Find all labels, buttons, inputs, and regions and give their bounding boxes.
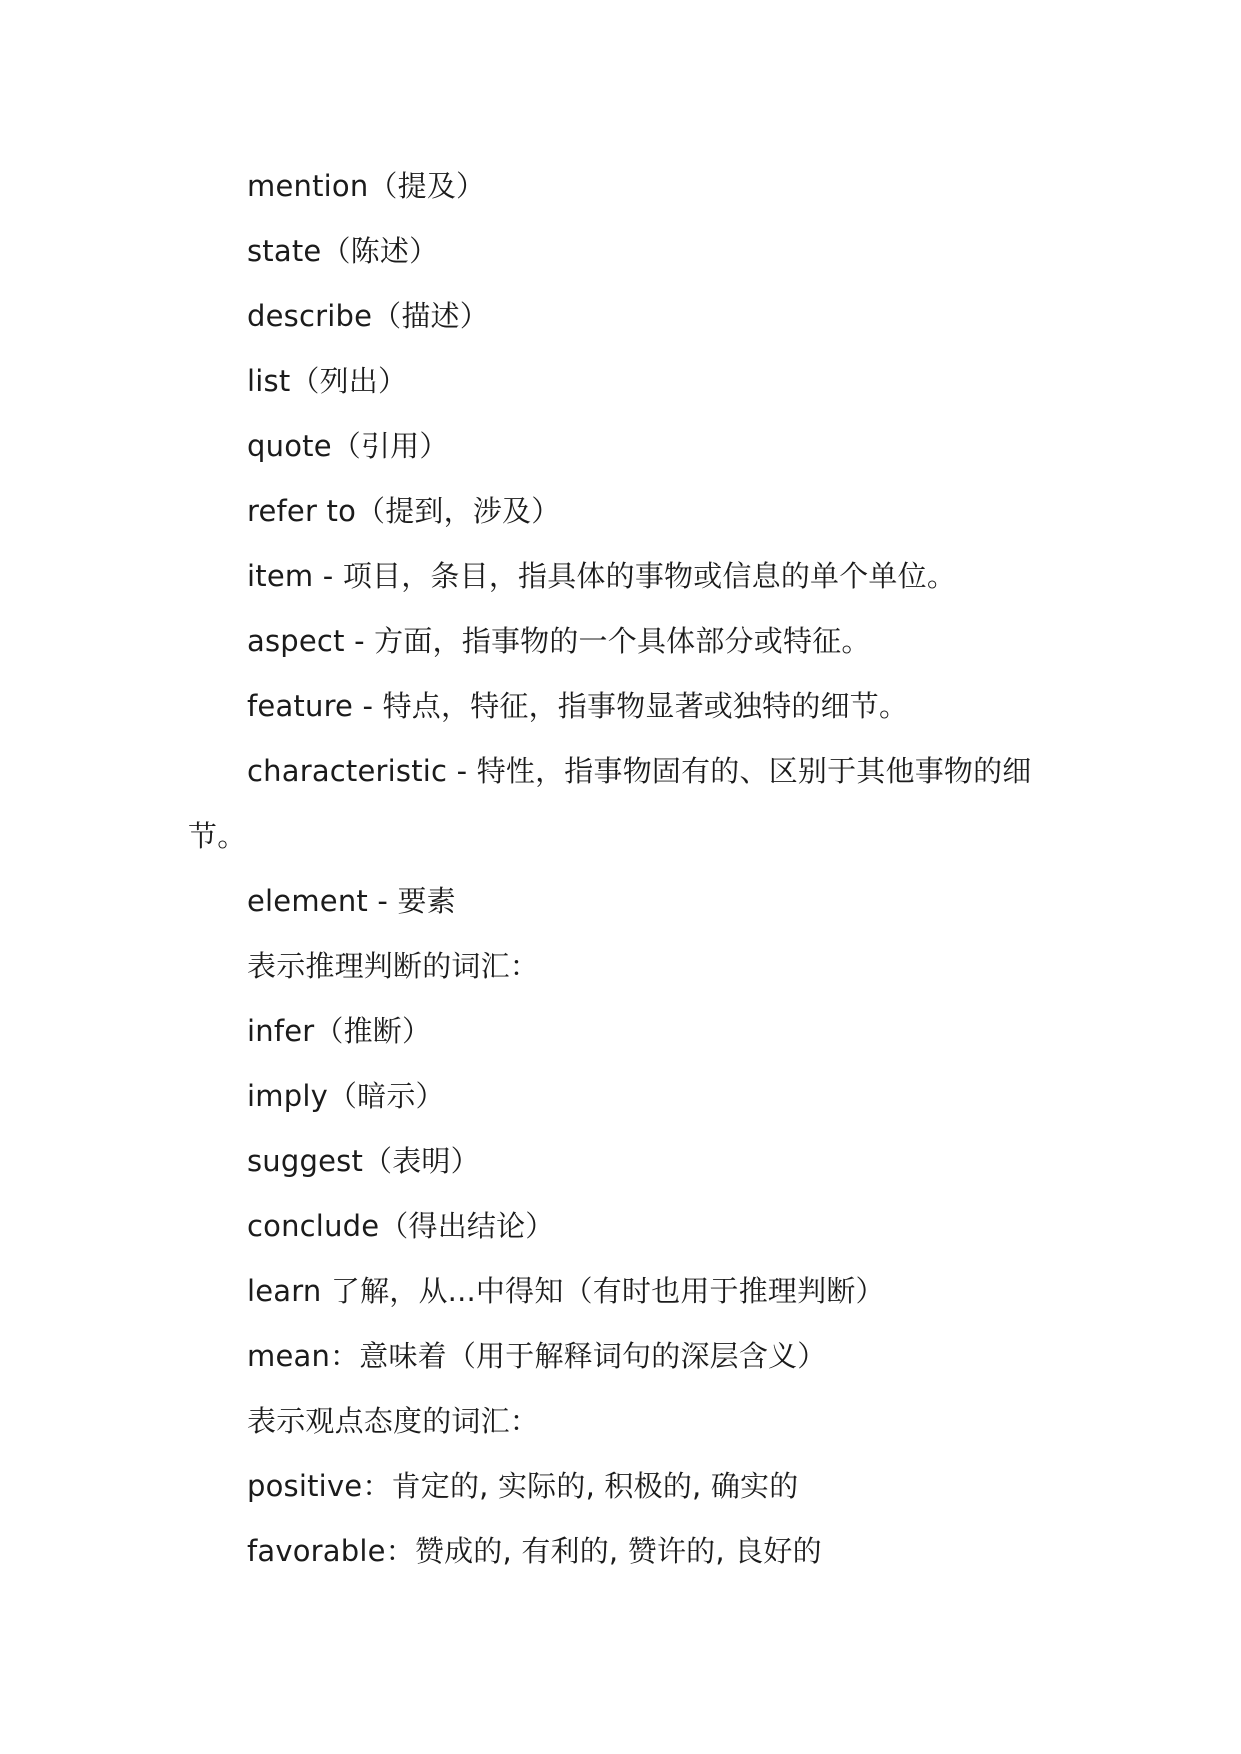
vocab-line-describe: describe（描述）	[247, 299, 489, 333]
section-heading-inference: 表示推理判断的词汇：	[247, 949, 540, 983]
vocab-line-characteristic: characteristic - 特性，指事物固有的、区别于其他事物的细节。	[188, 754, 1032, 853]
vocabulary-list	[188, 154, 1068, 1584]
section-heading-attitude: 表示观点态度的词汇：	[247, 1404, 540, 1438]
vocab-line-mention: mention（提及）	[247, 169, 486, 203]
vocab-line-conclude: conclude（得出结论）	[247, 1209, 555, 1243]
vocab-line-mean: mean：意味着（用于解释词句的深层含义）	[247, 1339, 827, 1373]
vocab-line-aspect: aspect - 方面，指事物的一个具体部分或特征。	[247, 624, 871, 658]
vocab-line-suggest: suggest（表明）	[247, 1144, 480, 1178]
vocab-line-infer: infer（推断）	[247, 1014, 432, 1048]
vocab-line-state: state（陈述）	[247, 234, 439, 268]
vocab-line-favorable: favorable：赞成的, 有利的, 赞许的, 良好的	[247, 1534, 822, 1568]
vocab-line-imply: imply（暗示）	[247, 1079, 445, 1113]
vocab-line-refer-to: refer to（提到，涉及）	[247, 494, 561, 528]
vocab-line-quote: quote（引用）	[247, 429, 449, 463]
vocab-line-learn: learn 了解，从...中得知（有时也用于推理判断）	[247, 1274, 885, 1308]
vocab-line-positive: positive：肯定的, 实际的, 积极的, 确实的	[247, 1469, 799, 1503]
vocab-line-feature: feature - 特点，特征，指事物显著或独特的细节。	[247, 689, 909, 723]
vocab-line-element: element - 要素	[247, 884, 456, 918]
vocab-line-list: list（列出）	[247, 364, 408, 398]
vocab-line-item: item - 项目，条目，指具体的事物或信息的单个单位。	[247, 559, 957, 593]
